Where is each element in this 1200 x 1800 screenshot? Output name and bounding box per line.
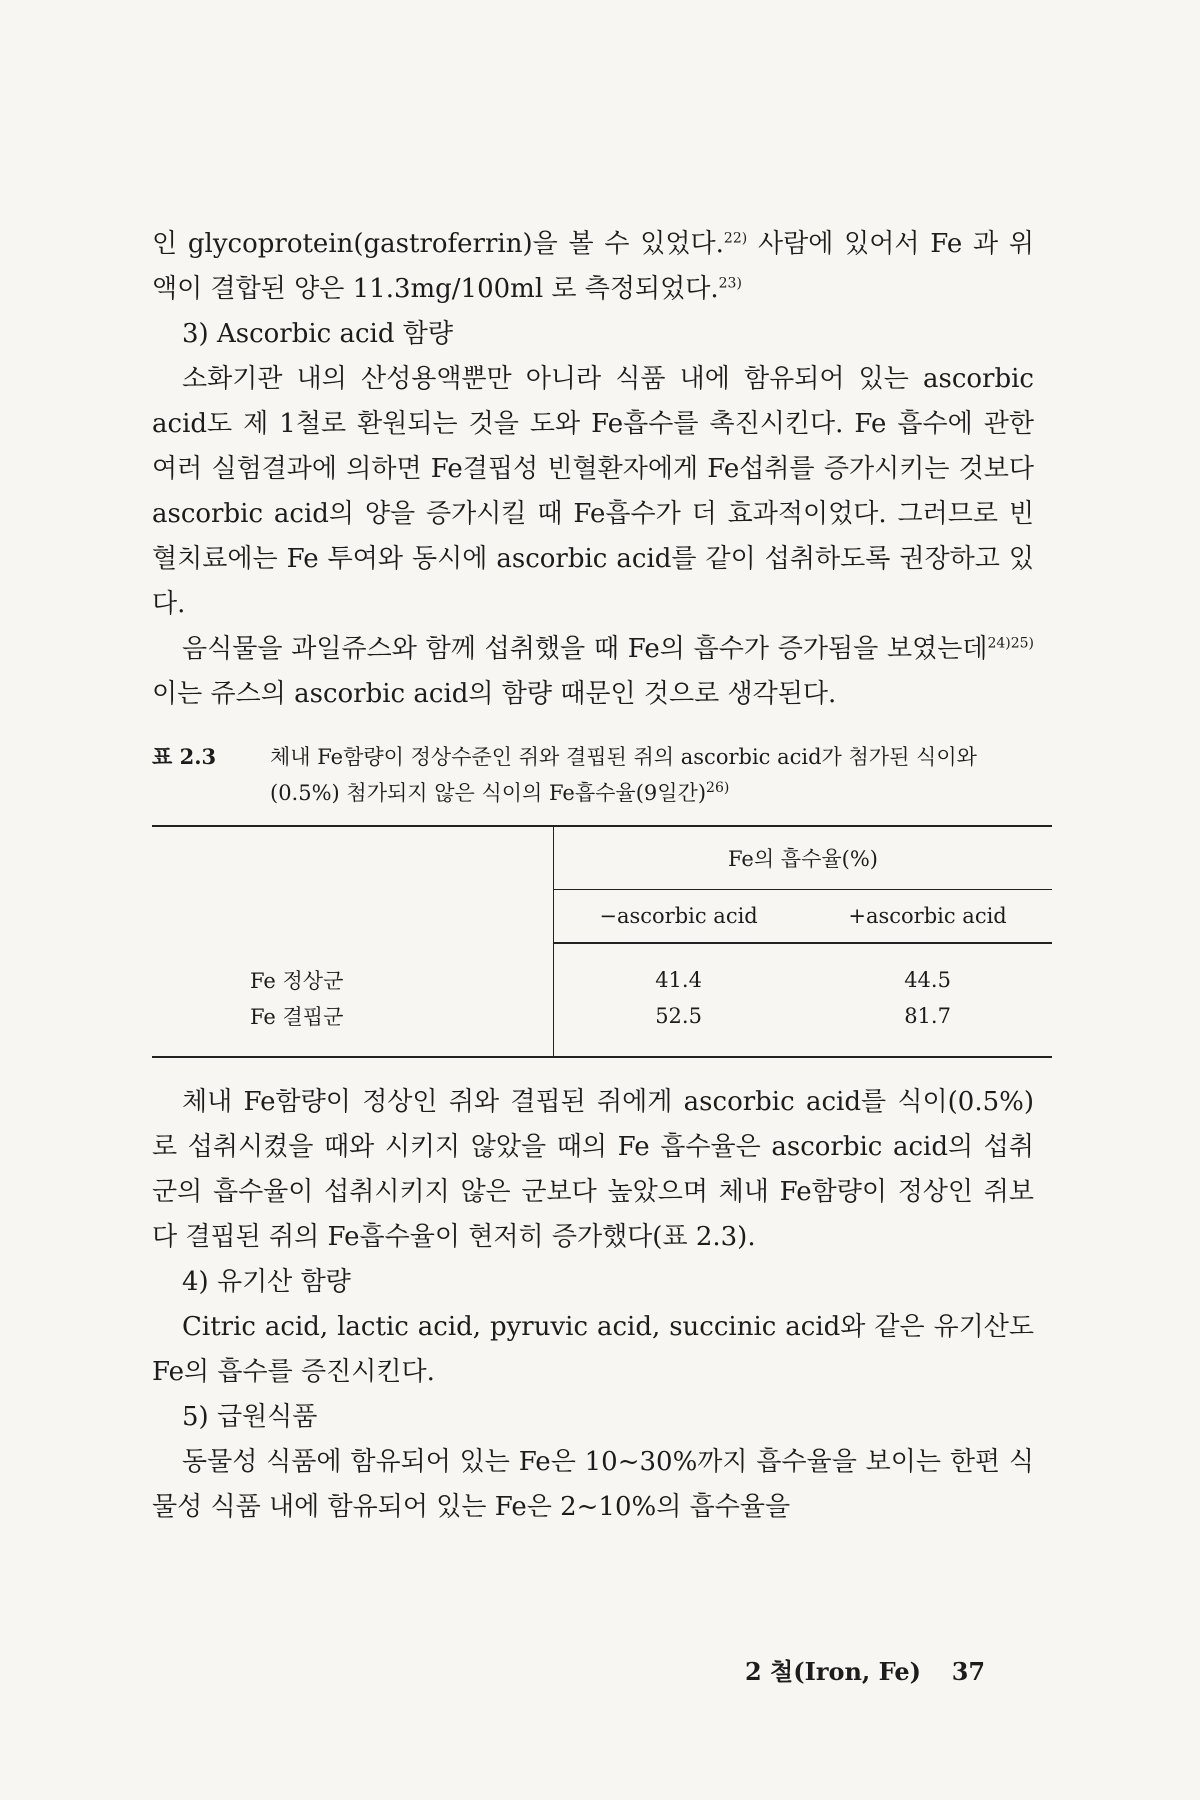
reference-superscript: 23) [718, 275, 742, 292]
running-title: 2 철(Iron, Fe) [745, 1657, 921, 1686]
table-row [152, 943, 1052, 998]
page-number: 37 [951, 1657, 986, 1686]
reference-superscript: 22) [723, 230, 748, 247]
absorption-table [152, 825, 1052, 1058]
row-label: Fe 정상군 [152, 943, 554, 998]
table-caption [152, 739, 1034, 811]
table-corner-cell [152, 826, 554, 943]
page-content [152, 222, 1034, 1530]
cell-minus-ascorbic: 52.5 [554, 998, 804, 1057]
paragraph-rat-study: 체내 Fe함량이 정상인 쥐와 결핍된 쥐에게 ascorbic acid를 식이(0.5%)로 섭취시켰을 때와 시키지 않았을 때의 Fe 흡수율은 ascorbic acid의 섭취군의 흡수율이 섭취시키지 않은 군보다 높았으며 체내 Fe함량이 정상인 쥐보다 결핍된 쥐의 Fe흡수율이 현저히 증가했다(표 2.3). [152, 1087, 1034, 1252]
text-run: 인 glycoprotein(gastroferrin)을 볼 수 있었다. [152, 229, 724, 259]
table-number: 표 2.3 [152, 744, 217, 769]
table-group-header: Fe의 흡수율(%) [554, 826, 1053, 890]
column-header-plus-ascorbic: +ascorbic acid [803, 890, 1052, 944]
page-footer [745, 1652, 985, 1687]
row-label: Fe 결핍군 [152, 998, 554, 1057]
paragraph-organic-acid: Citric acid, lactic acid, pyruvic acid, succinic acid와 같은 유기산도 Fe의 흡수를 증진시킨다. [152, 1312, 1034, 1387]
paragraph-gastroferrin [152, 222, 1034, 312]
section-heading-organic-acid: 4) 유기산 함량 [182, 1267, 351, 1297]
column-header-minus-ascorbic: −ascorbic acid [554, 890, 804, 944]
text-run: 음식물을 과일쥬스와 함께 섭취했을 때 Fe의 흡수가 증가됨을 보였는데 [182, 634, 988, 664]
text-run: 사람에 있어서 Fe 과 위액이 결합된 양은 11.3mg/100ml 로 측정되었다. [152, 229, 1034, 304]
text-run: 이는 쥬스의 ascorbic acid의 함량 때문인 것으로 생각된다. [152, 679, 837, 709]
paragraph-ascorbic-acid: 소화기관 내의 산성용액뿐만 아니라 식품 내에 함유되어 있는 ascorbic acid도 제 1철로 환원되는 것을 도와 Fe흡수를 촉진시킨다. Fe 흡수에 관한 여러 실험결과에 의하면 Fe결핍성 빈혈환자에게 Fe섭취를 증가시키는 것보다 ascorbic acid의 양을 증가시킬 때 Fe흡수가 더 효과적이었다. 그러므로 빈혈치료에는 Fe 투여와 동시에 ascorbic acid를 같이 섭취하도록 권장하고 있다. [152, 364, 1034, 619]
section-heading-food-sources: 5) 급원식품 [182, 1402, 318, 1432]
paragraph-food-sources: 동물성 식품에 함유되어 있는 Fe은 10~30%까지 흡수율을 보이는 한편 식물성 식품 내에 함유되어 있는 Fe은 2~10%의 흡수율을 [152, 1447, 1034, 1522]
reference-superscript: 26) [706, 780, 730, 796]
section-heading-ascorbic-acid: 3) Ascorbic acid 함량 [182, 319, 454, 349]
cell-plus-ascorbic: 44.5 [904, 968, 951, 992]
table-caption-text: 체내 Fe함량이 정상수준인 쥐와 결핍된 쥐의 ascorbic acid가 첨가된 식이와(0.5%) 첨가되지 않은 식이의 Fe흡수율(9일간) [270, 745, 977, 805]
paragraph-fruit-juice [152, 627, 1034, 717]
cell-plus-ascorbic: 81.7 [803, 998, 1052, 1057]
cell-minus-ascorbic: 41.4 [655, 968, 702, 992]
table-row [152, 998, 1052, 1057]
reference-superscript: 24)25) [987, 635, 1034, 652]
